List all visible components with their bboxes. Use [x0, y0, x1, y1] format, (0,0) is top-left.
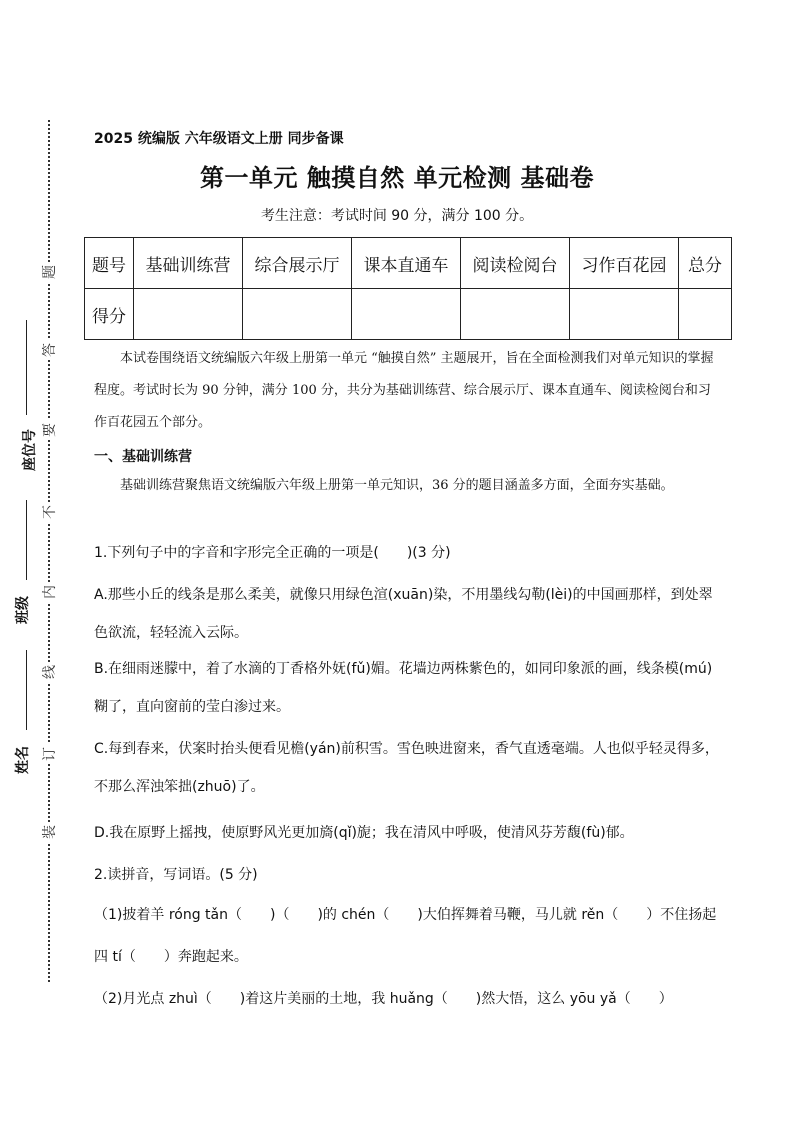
- score-cell[interactable]: [352, 289, 461, 340]
- binding-hint: 不: [34, 502, 64, 522]
- binding-hint: 要: [34, 420, 64, 440]
- binding-hint: 装: [34, 822, 64, 842]
- page-title: 第一单元 触摸自然 单元检测 基础卷: [199, 164, 595, 192]
- section-heading: 一、基础训练营: [94, 449, 192, 465]
- question-1-option-a: A.那些小丘的线条是那么柔美，就像只用绿色渲(xuān)染，不用墨线勾勒(lèi)的中国画那样，到处翠色欲流，轻轻流入云际。: [94, 587, 713, 641]
- table-header-cell: 习作百花园: [570, 238, 679, 289]
- question-1-stem: 1.下列句子中的字音和字形完全正确的一项是( )(3 分): [94, 545, 451, 561]
- score-cell[interactable]: [243, 289, 352, 340]
- exam-notice: 考生注意：考试时间 90 分，满分 100 分。: [260, 208, 534, 224]
- binding-hint: 答: [34, 340, 64, 360]
- score-table-score-row: [85, 289, 732, 340]
- class-field[interactable]: 班级: [6, 500, 32, 620]
- score-cell[interactable]: [461, 289, 570, 340]
- score-table-header-row: [85, 238, 732, 289]
- score-cell[interactable]: [570, 289, 679, 340]
- binding-hint: 线: [34, 662, 64, 682]
- binding-hint: 内: [34, 582, 64, 602]
- seat-number-field[interactable]: 座位号: [6, 320, 32, 490]
- table-header-cell: 课本直通车: [352, 238, 461, 289]
- section-intro: 基础训练营聚焦语文统编版六年级上册第一单元知识，36 分的题目涵盖多方面，全面夯实基础。: [120, 478, 674, 493]
- score-table: [84, 237, 732, 340]
- score-cell[interactable]: [134, 289, 243, 340]
- binding-dotted-line: [48, 120, 50, 982]
- edition-line: 2025 统编版 六年级语文上册 同步备课: [94, 131, 344, 147]
- question-1-option-b: B.在细雨迷朦中，着了水滴的丁香格外妩(fǔ)媚。花墙边两株紫色的，如同印象派的画，线条模(mú)糊了，直向窗前的莹白渗过来。: [94, 661, 713, 715]
- score-cell[interactable]: [679, 289, 732, 340]
- question-2-item-2: （2)月光点 zhuì（ )着这片美丽的土地，我 huǎng（ )然大悟，这么 yōu yǎ（ ）: [94, 991, 673, 1007]
- table-header-cell: 总分: [679, 238, 732, 289]
- binding-hint: 订: [34, 744, 64, 764]
- question-2-item-1: （1)披着羊 róng tǎn（ )（ )的 chén（ )大伯挥舞着马鞭，马儿就 rěn（ ）不住扬起四 tí（ ）奔跑起来。: [94, 907, 717, 965]
- name-field[interactable]: 姓名: [6, 650, 32, 780]
- table-header-cell: 阅读检阅台: [461, 238, 570, 289]
- intro-paragraph: 本试卷围绕语文统编版六年级上册第一单元 “触摸自然” 主题展开，旨在全面检测我们对单元知识的掌握程度。考试时长为 90 分钟，满分 100 分，共分为基础训练营、综合展示厅、课本直通车、阅读检阅台和习作百花园五个部分。: [94, 351, 714, 430]
- question-1-option-c: C.每到春来，伏案时抬头便看见檐(yán)前积雪。雪色映进窗来，香气直透毫端。人也似乎轻灵得多，不那么浑浊笨拙(zhuō)了。: [94, 741, 719, 795]
- table-header-cell: 题号: [85, 238, 134, 289]
- question-2-stem: 2.读拼音，写词语。(5 分): [94, 867, 258, 883]
- table-row-label: 得分: [85, 289, 134, 340]
- binding-hint: 题: [34, 262, 64, 282]
- table-header-cell: 基础训练营: [134, 238, 243, 289]
- question-1-option-d: D.我在原野上摇拽，使原野风光更加旖(qǐ)旎；我在清风中呼吸，使清风芬芳馥(fù)郁。: [94, 825, 634, 841]
- table-header-cell: 综合展示厅: [243, 238, 352, 289]
